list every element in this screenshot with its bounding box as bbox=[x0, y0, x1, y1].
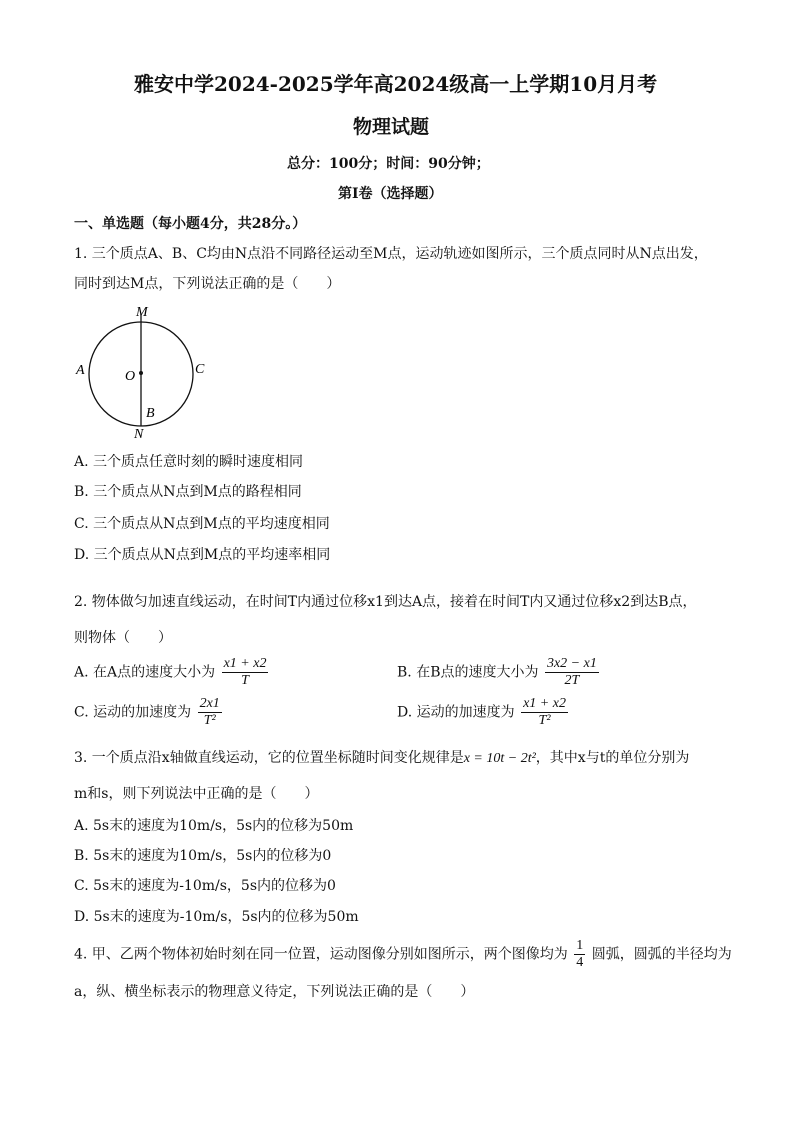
q2-option-a-fraction: $\frac{x1 + x2}{T}$ bbox=[223, 656, 267, 688]
volume-label: 第I卷（选择题） bbox=[338, 186, 443, 202]
q2-stem-line1: 2. 物体做匀加速直线运动，在时间T内通过位移x1到达A点，接着在时间T内又通过位移x2到达B点， bbox=[74, 594, 697, 610]
section-heading: 一、单选题（每小题4分，共28分。） bbox=[74, 216, 307, 232]
q1-option-c: C. 三个质点从N点到M点的平均速度相同 bbox=[74, 516, 330, 532]
q2-option-d-fraction: $\frac{x1 + x2}{\text{T²}}$ bbox=[523, 696, 566, 728]
q1-stem-line2: 同时到达M点，下列说法正确的是（ ） bbox=[74, 276, 341, 292]
q2-option-c: C. 运动的加速度为 $\frac{2x1}{\text{T²}}$ bbox=[74, 696, 220, 728]
q2-option-b-fraction: $\frac{3x2 - x1}{2T}$ bbox=[546, 656, 597, 688]
q2-option-d: D. 运动的加速度为 $\frac{x1 + x2}{\text{T²}}$ bbox=[397, 696, 566, 728]
label-M: M bbox=[136, 305, 148, 320]
q1-option-b: B. 三个质点从N点到M点的路程相同 bbox=[74, 484, 302, 500]
q2-option-b: B. 在B点的速度大小为 $\frac{3x2 - x1}{2T}$ bbox=[397, 656, 597, 688]
q1-figure bbox=[70, 300, 220, 445]
q1-stem-line1: 1. 三个质点A、B、C均由N点沿不同路径运动至M点，运动轨迹如图所示，三个质点同时从N点出发， bbox=[74, 246, 708, 262]
label-B: B bbox=[146, 406, 155, 421]
q3-option-d: D. 5s末的速度为-10m/s，5s内的位移为50m bbox=[74, 909, 359, 925]
q1-option-a: A. 三个质点任意时刻的瞬时速度相同 bbox=[74, 454, 304, 470]
label-O: O bbox=[125, 369, 136, 384]
score-time: 总分：100分；时间：90分钟； bbox=[287, 156, 490, 172]
exam-subject: 物理试题 bbox=[353, 116, 430, 138]
q3-option-b: B. 5s末的速度为10m/s，5s内的位移为0 bbox=[74, 848, 332, 864]
q3-stem-line2: m和s，则下列说法中正确的是（ ） bbox=[74, 786, 319, 802]
center-point bbox=[139, 371, 143, 375]
exam-title: 雅安中学2024-2025学年高2024级高一上学期10月月考 bbox=[134, 72, 658, 96]
q4-quarter-fraction: $\frac{1}{4}$ bbox=[576, 938, 584, 970]
q3-option-c: C. 5s末的速度为-10m/s，5s内的位移为0 bbox=[74, 878, 336, 894]
label-N: N bbox=[134, 427, 144, 442]
q3-stem-line1: 3. 一个质点沿x轴做直线运动，它的位置坐标随时间变化规律是x = 10t − 2t²，其中x与t的单位分别为 bbox=[74, 750, 690, 766]
q4-stem-line1: 4. 甲、乙两个物体初始时刻在同一位置，运动图像分别如图所示，两个图像均为 $\frac{1}{4}$ 圆弧，圆弧的半径均为 bbox=[74, 938, 732, 970]
label-C: C bbox=[195, 362, 205, 377]
q2-option-c-fraction: $\frac{2x1}{\text{T²}}$ bbox=[199, 696, 220, 728]
q2-stem-line2: 则物体（ ） bbox=[74, 630, 172, 646]
q2-option-a: A. 在A点的速度大小为 $\frac{x1 + x2}{T}$ bbox=[74, 656, 267, 688]
q1-option-d: D. 三个质点从N点到M点的平均速率相同 bbox=[74, 547, 331, 563]
q3-formula: x = 10t − 2t² bbox=[463, 751, 536, 766]
q3-option-a: A. 5s末的速度为10m/s，5s内的位移为50m bbox=[74, 818, 354, 834]
q4-stem-line2: a，纵、横坐标表示的物理意义待定，下列说法正确的是（ ） bbox=[74, 984, 475, 1000]
label-A: A bbox=[76, 363, 85, 378]
